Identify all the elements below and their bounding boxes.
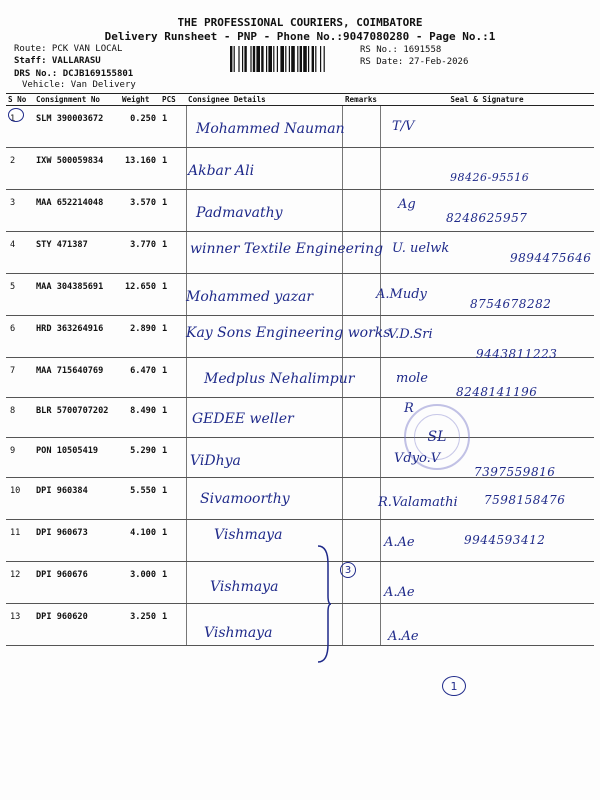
table-row [6, 604, 594, 646]
row-consignment-no: STY 471387 [34, 232, 120, 274]
company-title: THE PROFESSIONAL COURIERS, COIMBATORE [177, 16, 423, 29]
barcode-bar [291, 46, 295, 72]
row-weight: 6.470 [120, 358, 160, 398]
receiver-phone-handwritten: 8754678282 [470, 297, 552, 311]
receiver-signature: Ag [398, 197, 416, 212]
col-header-weight: Weight [120, 94, 160, 106]
col-header-details: Consignee Details [186, 94, 342, 106]
col-header-consignment: Consignment No [34, 94, 120, 106]
row-remarks-cell [342, 106, 380, 148]
row-sno: 2 [6, 148, 34, 190]
consignee-name-handwritten: ViDhya [190, 453, 241, 469]
consignee-name-handwritten: Vishmaya [214, 527, 283, 543]
receiver-phone-handwritten: 7598158476 [484, 493, 566, 507]
col-header-pcs: PCS [160, 94, 186, 106]
barcode-bar [320, 46, 321, 72]
consignee-name-handwritten: Vishmaya [204, 625, 273, 641]
receiver-signature: R [404, 401, 414, 416]
row-weight: 8.490 [120, 398, 160, 438]
row-remarks-cell [342, 190, 380, 232]
receiver-signature: Vdyo.V [394, 451, 441, 466]
row-pcs: 1 [160, 148, 186, 190]
table-header-row [6, 94, 594, 106]
barcode-bar [234, 46, 235, 72]
row-weight: 3.570 [120, 190, 160, 232]
barcode-bar [312, 46, 314, 72]
barcode-bar [238, 46, 239, 72]
row-pcs: 1 [160, 520, 186, 562]
row-weight: 3.250 [120, 604, 160, 646]
rs-number: RS No.: 1691558 [360, 45, 442, 55]
staff-info: Staff: VALLARASU [14, 56, 101, 66]
row-sno: 1 [6, 106, 34, 148]
row-sno: 13 [6, 604, 34, 646]
consignee-name-handwritten: Sivamoorthy [200, 491, 290, 507]
barcode-bar [315, 46, 316, 72]
barcode-bar [297, 46, 298, 72]
consignee-name-handwritten: GEDEE weller [192, 411, 294, 427]
row-weight: 0.250 [120, 106, 160, 148]
barcode-bar [303, 46, 307, 72]
row-consignment-no: DPI 960384 [34, 478, 120, 520]
consignee-name-handwritten: Akbar Ali [188, 163, 255, 179]
drs-number: DRS No.: DCJB169155801 [14, 69, 134, 79]
barcode-bar [308, 46, 309, 72]
row-weight: 3.770 [120, 232, 160, 274]
row-remarks-cell [342, 398, 380, 438]
remarks-count-circle: 3 [340, 562, 356, 578]
barcode-bar [256, 46, 260, 72]
consignee-name-handwritten: winner Textile Engineering [190, 241, 384, 257]
row-sno: 9 [6, 438, 34, 478]
row-pcs: 1 [160, 106, 186, 148]
row-sno: 10 [6, 478, 34, 520]
row-sno: 7 [6, 358, 34, 398]
row-sno: 11 [6, 520, 34, 562]
barcode-bar [230, 46, 232, 72]
row-pcs: 1 [160, 604, 186, 646]
row-pcs: 1 [160, 316, 186, 358]
route-info: Route: PCK VAN LOCAL [14, 44, 123, 54]
receiver-signature: A.Ae [388, 629, 419, 644]
receiver-phone-handwritten: 7397559816 [474, 465, 556, 479]
receiver-signature: mole [396, 371, 429, 386]
consignee-name-handwritten: Vishmaya [210, 579, 279, 595]
consignee-name-handwritten: Mohammed yazar [186, 289, 314, 305]
col-header-sno: S No [6, 94, 34, 106]
consignee-name-handwritten: Kay Sons Engineering works [186, 325, 391, 341]
row-pcs: 1 [160, 232, 186, 274]
receiver-signature: T/V [392, 119, 415, 134]
receiver-signature: R.Valamathi [378, 495, 458, 510]
row-pcs: 1 [160, 478, 186, 520]
col-header-sign: Seal & Signature [380, 94, 594, 106]
barcode-bar [250, 46, 251, 72]
table-row [6, 398, 594, 438]
rs-date: RS Date: 27-Feb-2026 [360, 57, 469, 67]
receiver-phone-handwritten: 8248141196 [456, 385, 538, 399]
barcode-bar [273, 46, 274, 72]
row-remarks-cell [342, 478, 380, 520]
row-consignment-no: HRD 363264916 [34, 316, 120, 358]
row-sno: 8 [6, 398, 34, 438]
barcode-bar [285, 46, 286, 72]
row-consignment-no: IXW 500059834 [34, 148, 120, 190]
row-consignment-no: MAA 715640769 [34, 358, 120, 398]
row-consignment-no: PON 10505419 [34, 438, 120, 478]
row-weight: 5.290 [120, 438, 160, 478]
barcode-bar [244, 46, 246, 72]
row-sno: 4 [6, 232, 34, 274]
runsheet-subtitle: Delivery Runsheet - PNP - Phone No.:9047080280 - Page No.:1 [104, 30, 496, 43]
vehicle-info: Vehicle: Van Delivery [22, 80, 136, 90]
right-brace-mark [316, 544, 332, 664]
row-pcs: 1 [160, 274, 186, 316]
barcode-bar [324, 46, 325, 72]
row-consignment-no: SLM 390003672 [34, 106, 120, 148]
col-header-remarks: Remarks [342, 94, 380, 106]
consignee-name-handwritten: Padmavathy [196, 205, 283, 221]
barcode-bar [289, 46, 290, 72]
barcode-bar [242, 46, 243, 72]
row-sno: 5 [6, 274, 34, 316]
row-sno: 12 [6, 562, 34, 604]
bottom-count-circle: 1 [442, 676, 466, 696]
row-consignment-no: DPI 960676 [34, 562, 120, 604]
barcode-bar [266, 46, 267, 72]
barcode-bar [300, 46, 302, 72]
consignee-name-handwritten: Mohammed Nauman [196, 121, 345, 137]
row-consignment-no: MAA 304385691 [34, 274, 120, 316]
receiver-signature: A.Ae [384, 585, 415, 600]
row-weight: 4.100 [120, 520, 160, 562]
receiver-signature: U. uelwk [392, 241, 450, 256]
receiver-phone-handwritten: 9443811223 [476, 347, 558, 361]
barcode-image [230, 46, 356, 72]
row-consignment-no: BLR 5700707202 [34, 398, 120, 438]
row-remarks-cell [342, 604, 380, 646]
row-weight: 2.890 [120, 316, 160, 358]
row-consignment-no: DPI 960620 [34, 604, 120, 646]
row-pcs: 1 [160, 398, 186, 438]
row-remarks-cell [342, 274, 380, 316]
receiver-signature: V.D.Sri [388, 327, 433, 342]
row-consignment-no: DPI 960673 [34, 520, 120, 562]
receiver-phone-handwritten: 8248625957 [446, 211, 528, 225]
row-sno: 3 [6, 190, 34, 232]
barcode-bar [253, 46, 255, 72]
barcode-bar [261, 46, 263, 72]
row-remarks-cell [342, 148, 380, 190]
row-weight: 3.000 [120, 562, 160, 604]
consignee-name-handwritten: Medplus Nehalimpur [204, 371, 355, 387]
sno-circle-mark [8, 108, 24, 122]
row-remarks-cell [342, 520, 380, 562]
barcode-bar [277, 46, 278, 72]
row-remarks-cell [342, 438, 380, 478]
table-row [6, 562, 594, 604]
barcode-bar [268, 46, 272, 72]
row-weight: 12.650 [120, 274, 160, 316]
row-pcs: 1 [160, 190, 186, 232]
receiver-phone-handwritten: 9944593412 [464, 533, 546, 547]
receiver-phone-handwritten: 9894475646 [510, 251, 592, 265]
row-sno: 6 [6, 316, 34, 358]
barcode-bar [280, 46, 284, 72]
seal-stamp-text: SL [414, 414, 460, 460]
row-weight: 5.550 [120, 478, 160, 520]
receiver-signature: A.Mudy [376, 287, 427, 302]
row-weight: 13.160 [120, 148, 160, 190]
row-pcs: 1 [160, 562, 186, 604]
row-consignment-no: MAA 652214048 [34, 190, 120, 232]
receiver-signature: A.Ae [384, 535, 415, 550]
receiver-phone-handwritten: 98426-95516 [450, 171, 530, 184]
row-pcs: 1 [160, 358, 186, 398]
row-pcs: 1 [160, 438, 186, 478]
